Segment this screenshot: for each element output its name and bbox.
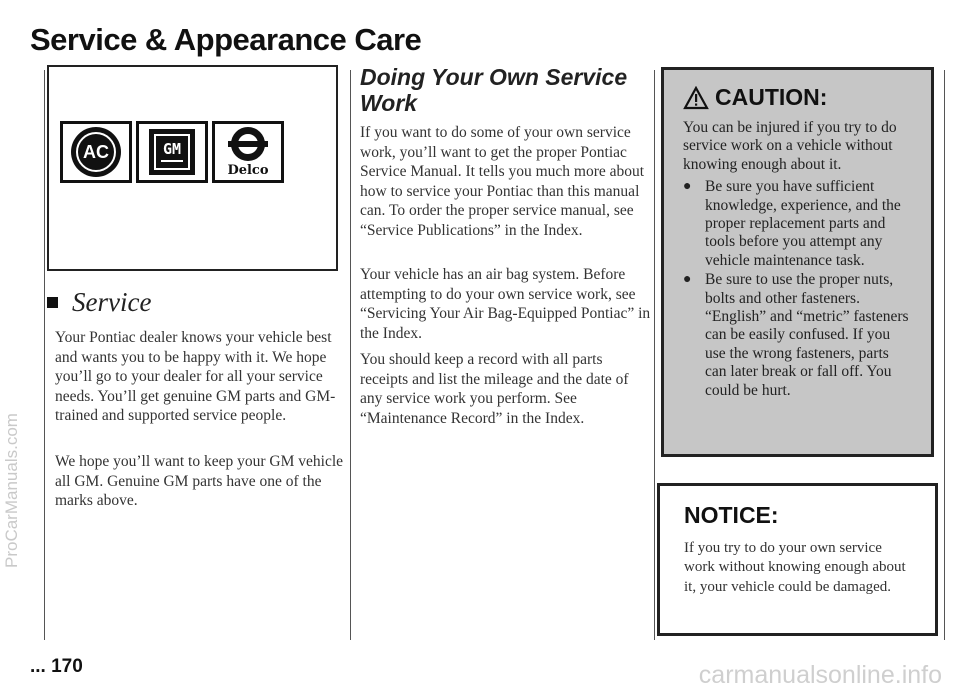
bottom-watermark: carmanualsonline.info [698,661,942,689]
caution-header [683,84,913,111]
service-heading-text: Service [72,287,152,317]
notice-text: If you try to do your own service work without knowing enough about it, your vehicle could be damaged. [684,540,906,595]
caution-bullet-text: Be sure to use the proper nuts, bolts and other fasteners. “English” and “metric” fasteners can be easily confused. If you use the wrong fasteners, parts can later break or fall off. You could be hurt. [705,271,909,399]
gm-marks-box [47,65,338,271]
delco-logo [212,121,284,183]
own-service-paragraph: If you want to do some of your own service work, you’ll want to get the proper Pontiac Service Manual. It tells you much more about how to service your Pontiac than this manual can. To order the proper service manual, see “Service Publications” in the Index. [360,124,645,239]
caution-bullet-text: Be sure you have sufficient knowledge, experience, and the proper replacement parts and tools before you attempt any vehicle maintenance task. [705,178,901,269]
bullet-icon: ● [683,272,692,288]
service-heading [47,287,151,318]
service-paragraph: Your Pontiac dealer knows your vehicle best and wants you to be happy with it. We hope you’ll go to your dealer for all your service needs. You’ll get genuine GM parts and GM-trained and supported service people. [55,329,336,425]
own-service-heading: Doing Your Own Service Work [360,64,628,116]
column-divider [944,70,945,640]
ac-logo [60,121,132,183]
square-bullet-icon [47,297,58,308]
caution-box [661,67,934,457]
column-divider [350,70,351,640]
page-number: ... 170 [30,656,83,677]
service-paragraph: We hope you’ll want to keep your GM vehicle all GM. Genuine GM parts have one of the marks above. [55,453,344,510]
notice-title: NOTICE: [684,502,779,528]
caution-title: CAUTION: [715,84,828,110]
ac-logo-text: AC [76,132,116,172]
caution-list [683,178,913,400]
own-service-paragraph: Your vehicle has an air bag system. Before attempting to do your own service work, see “Servicing Your Air Bag-Equipped Pontiac” in the Index. [360,266,651,342]
delco-logo-text: Delco [227,162,269,178]
own-service-paragraph: You should keep a record with all parts receipts and list the mileage and the date of any service work you perform. See “Maintenance Record” in the Index. [360,351,629,427]
bullet-icon: ● [683,179,692,195]
notice-box [657,483,938,636]
caution-intro: You can be injured if you try to do service work on a vehicle without knowing enough about it. [683,119,897,173]
delco-ring-icon [231,127,265,161]
logo-row [60,121,284,183]
column-divider [654,70,655,640]
list-item [683,271,913,400]
gm-logo [136,121,208,183]
side-watermark: ProCarManuals.com [2,413,21,568]
column-divider [44,70,45,640]
page-title: Service & Appearance Care [30,22,422,57]
gm-logo-text: GM [162,140,182,158]
list-item [683,178,913,270]
warning-triangle-icon [683,86,709,110]
